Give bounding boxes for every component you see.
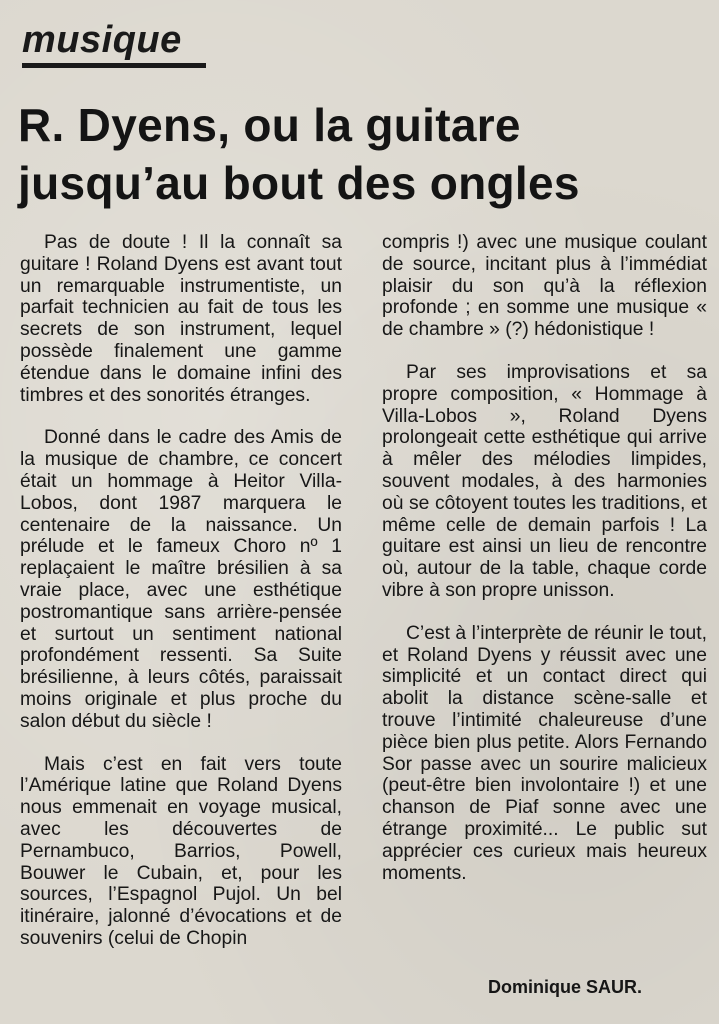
article-column-left: [20, 232, 342, 950]
paragraph: Pas de doute ! Il la connaît sa guitare ! Roland Dyens est avant tout un remarquable instrumentiste, un parfait technicien au fait de tous les secrets de son instrument, lequel possède finalement une gamme étendue dans le domaine infini des timbres et des sonorités étranges.: [20, 232, 342, 406]
article-column-right: [382, 232, 707, 884]
article-headline: [18, 96, 708, 212]
paragraph: Par ses improvisations et sa propre composition, « Hommage à Villa-Lobos », Roland Dyens prolongeait cette esthétique qui arrive à mêler des mélodies limpides, souvent modales, à des harmonies où se côtoyent toutes les traditions, et même celle de demain parfois ! La guitare est ainsi un lieu de rencontre où, autour de la table, chaque corde vibre à son propre unisson.: [382, 361, 707, 601]
section-rubric: musique: [22, 19, 182, 61]
paragraph: C’est à l’interprète de réunir le tout, et Roland Dyens y réussit avec une simplicité et un contact direct qui abolit la distance scène-salle et trouve l’intimité chaleureuse d’une pièce bien plus petite. Alors Fernando Sor passe avec un sourire malicieux (peut-être bien involontaire !) et une chanson de Piaf sonne avec une étrange proximité... Le public sut apprécier ces curieux mais heureux moments.: [382, 622, 707, 884]
paragraph: Mais c’est en fait vers toute l’Amérique latine que Roland Dyens nous emmenait en voyage musical, avec les découvertes de Pernambuco, Barrios, Powell, Bouwer le Cubain, et, pour les sources, l’Espagnol Pujol. Un bel itinéraire, jalonné d’évocations et de souvenirs (celui de Chopin: [20, 753, 342, 949]
headline-line-1: R. Dyens, ou la guitare: [18, 99, 521, 151]
headline-line-2: jusqu’au bout des ongles: [18, 157, 580, 209]
author-signature: Dominique SAUR.: [488, 977, 643, 997]
paragraph: Donné dans le cadre des Amis de la musique de chambre, ce concert était un hommage à Heitor Villa-Lobos, dont 1987 marquera le centenaire de la naissance. Un prélude et le fameux Choro nº 1 replaçaient le maître brésilien à sa vraie place, avec une esthétique postromantique sans arrière-pensée et surtout un sentiment national profondément ressenti. Sa Suite brésilienne, à leurs côtés, paraissait moins originale et plus proche du salon début du siècle !: [20, 427, 342, 732]
rubric-underline: [22, 63, 206, 68]
paragraph-continued: compris !) avec une musique coulant de source, incitant plus à l’immédiat plaisir du son qu’à la réflexion profonde ; en somme une musique « de chambre » (?) hédonistique !: [382, 232, 707, 341]
